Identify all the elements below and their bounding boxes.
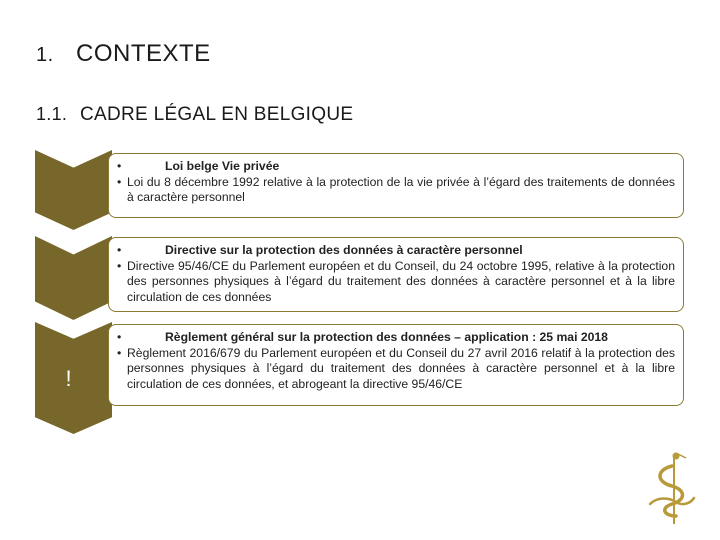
step-1-detail-text: Loi du 8 décembre 1992 relative à la protection de la vie privée à l’égard des traitements de données à caractère personnel bbox=[127, 174, 675, 205]
step-1-card bbox=[108, 153, 684, 218]
step-2-heading-text: Directive sur la protection des données à caractère personnel bbox=[165, 243, 523, 257]
step-2-detail-text: Directive 95/46/CE du Parlement européen et du Conseil, du 24 octobre 1995, relative à la protection des personnes physiques à l’égard du traitement des données à caractère personnel et à la libre circulation de ces données bbox=[127, 258, 675, 304]
step-3-heading bbox=[117, 330, 675, 346]
subtitle-text: CADRE LÉGAL EN BELGIQUE bbox=[80, 104, 354, 125]
section-subtitle bbox=[36, 104, 353, 126]
step-2-bullet: • bbox=[117, 243, 122, 257]
step-1-bullet: • bbox=[117, 159, 122, 173]
step-1-detail-bullet: • bbox=[117, 174, 122, 189]
step-3-detail-text: Règlement 2016/679 du Parlement européen et du Conseil du 27 avril 2016 relatif à la protection des personnes physiques à l’égard du traitement des données à caractère personnel et à la libre circulation de ces données, et abrogeant la directive 95/46/CE bbox=[127, 345, 675, 391]
step-2-detail bbox=[117, 259, 675, 306]
step-2-heading bbox=[117, 243, 675, 259]
step-2-card bbox=[108, 237, 684, 312]
step-3-bullet: • bbox=[117, 330, 122, 344]
step-1-chevron bbox=[35, 150, 112, 230]
subtitle-number: 1.1. bbox=[36, 104, 68, 124]
step-3-heading-text: Règlement général sur la protection des données – application : 25 mai 2018 bbox=[165, 330, 608, 344]
step-3-detail-bullet: • bbox=[117, 345, 122, 360]
step-3-marker: ! bbox=[65, 366, 72, 391]
title-number: 1. bbox=[36, 44, 54, 66]
step-1-heading bbox=[117, 159, 675, 175]
caduceus-logo-icon bbox=[642, 448, 698, 526]
page-title bbox=[36, 40, 211, 68]
step-3-card bbox=[108, 324, 684, 406]
step-2-detail-bullet: • bbox=[117, 258, 122, 273]
step-2-chevron bbox=[35, 236, 112, 320]
step-1-heading-text: Loi belge Vie privée bbox=[165, 159, 280, 173]
step-1-detail bbox=[117, 175, 675, 206]
step-3-detail bbox=[117, 346, 675, 393]
title-text: CONTEXTE bbox=[76, 40, 211, 67]
